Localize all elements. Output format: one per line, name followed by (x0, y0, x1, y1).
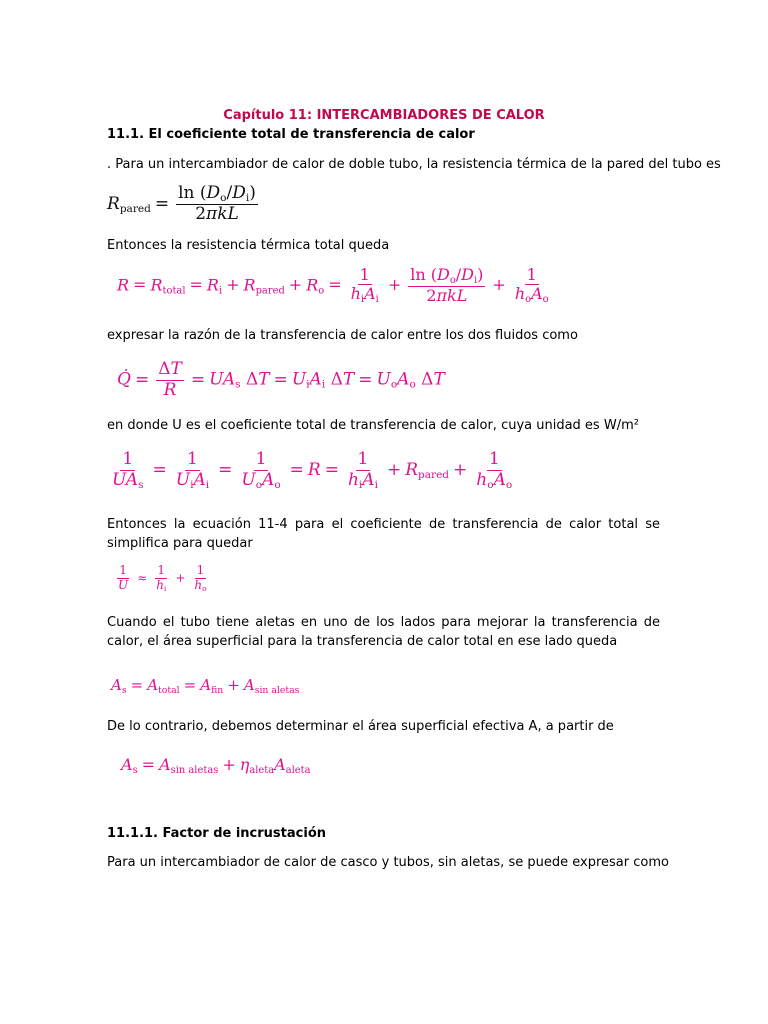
paragraph-intro: . Para un intercambiador de calor de doble tubo, la resistencia térmica de la pared del tubo es (107, 157, 721, 172)
paragraph-effective-area: De lo contrario, debemos determinar el área superficial efectiva A, a partir de (107, 719, 614, 734)
paragraph-heat-rate: expresar la razón de la transferencia de calor entre los dos fluidos como (107, 328, 578, 343)
equation-heat-rate: Q̇ = $\frac{\Delta T}{R}$ = $UA_s$ $\Delta T = U_iA_i$ $\Delta T = U_oA_o$ ΔT (117, 359, 445, 400)
paragraph-fouling: Para un intercambiador de calor de casco y tubos, sin aletas, se puede expresar como (107, 855, 669, 870)
equation-inverse-ua: $\frac{1}{UA_s}$ = $\frac{1}{U_iA_i}$ = $\frac{1}{U_oA_o}$ = R = $\frac{1}{h_iA_i}$ + $R_{pared}$ + $\frac{1}{h_oA_o}$ (112, 449, 513, 491)
section-heading-11-1-1: 11.1.1. Factor de incrustación (107, 826, 327, 841)
chapter-title: Capítulo 11: INTERCAMBIADORES DE CALOR (223, 108, 545, 123)
paragraph-simplify: Entonces la ecuación 11-4 para el coeficiente de transferencia de calor total se simplifica para quedar (107, 517, 660, 551)
equation-effective-area: $A_s = A_{sin aletas} + \eta_{aleta}A_{aleta}$ (121, 755, 311, 776)
equation-simplified-u: $\frac{1}{U}$ ≈ $\frac{1}{h_i}$ + $\frac{1}{h_o}$ (118, 563, 207, 594)
equation-area-total: $A_s = A_{total} = A_{fin} + A_{sin aletas}$ (111, 676, 300, 696)
section-heading-11-1: 11.1. El coeficiente total de transferencia de calor (107, 127, 475, 142)
paragraph-fins: Cuando el tubo tiene aletas en uno de los lados para mejorar la transferencia de calor, el área superficial para la transferencia de calor total en ese lado queda (107, 615, 660, 649)
paragraph-total-resistance: Entonces la resistencia térmica total queda (107, 238, 390, 253)
equation-total-resistance: $R = R_{total} = R_i + R_{pared} + R_o$ = $\frac{1}{h_iA_i}$ + $\frac{\ln (D_o/D_i)}{\text{2πkL}}$ + $\frac{1}{h_oA_o}$ (117, 265, 549, 306)
paragraph-overall-coefficient: en donde U es el coeficiente total de transferencia de calor, cuya unidad es W/m² (107, 418, 639, 433)
equation-r-pared: $R_{pared}$ = $\frac{\ln (D_o/D_i)}{\text{2πkL}}$ (107, 183, 256, 225)
